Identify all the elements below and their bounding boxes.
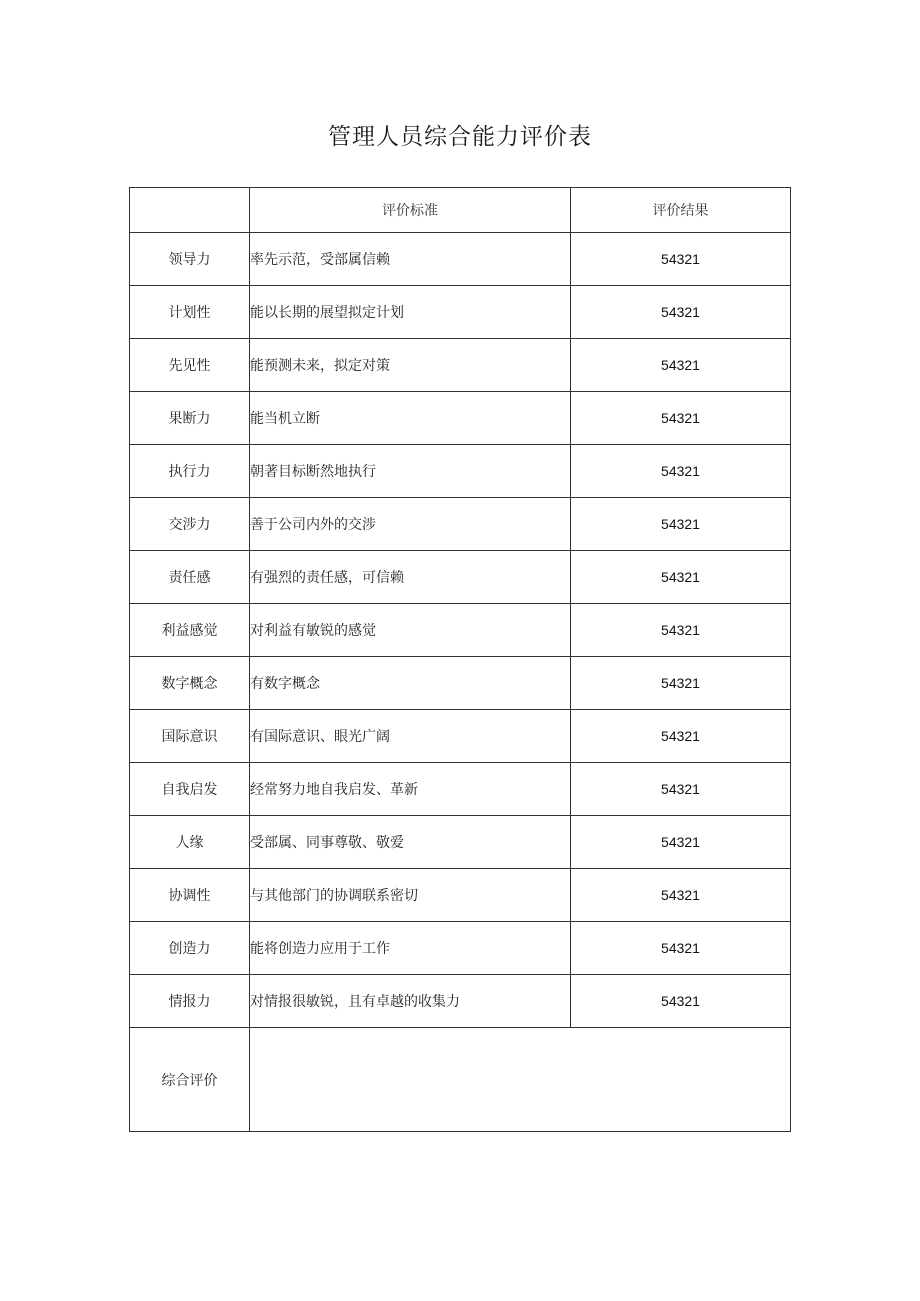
result-cell[interactable]: 54321 xyxy=(571,233,791,286)
item-name-cell: 领导力 xyxy=(130,233,250,286)
header-result: 评价结果 xyxy=(571,188,791,233)
table-row xyxy=(130,392,791,445)
table-row xyxy=(130,286,791,339)
criteria-cell: 能预测未来，拟定对策 xyxy=(250,339,571,392)
criteria-cell: 能将创造力应用于工作 xyxy=(250,922,571,975)
result-cell[interactable]: 54321 xyxy=(571,551,791,604)
summary-label: 综合评价 xyxy=(130,1028,250,1132)
table-body xyxy=(130,188,791,1132)
criteria-cell: 率先示范，受部属信赖 xyxy=(250,233,571,286)
result-cell[interactable]: 54321 xyxy=(571,286,791,339)
criteria-cell: 有强烈的责任感，可信赖 xyxy=(250,551,571,604)
table-row xyxy=(130,551,791,604)
item-name-cell: 责任感 xyxy=(130,551,250,604)
result-cell[interactable]: 54321 xyxy=(571,657,791,710)
table-row xyxy=(130,233,791,286)
table-row xyxy=(130,498,791,551)
item-name-cell: 创造力 xyxy=(130,922,250,975)
criteria-cell: 有数字概念 xyxy=(250,657,571,710)
result-cell[interactable]: 54321 xyxy=(571,869,791,922)
criteria-cell: 能以长期的展望拟定计划 xyxy=(250,286,571,339)
result-cell[interactable]: 54321 xyxy=(571,816,791,869)
result-cell[interactable]: 54321 xyxy=(571,710,791,763)
criteria-cell: 有国际意识、眼光广阔 xyxy=(250,710,571,763)
item-name-cell: 利益感觉 xyxy=(130,604,250,657)
result-cell[interactable]: 54321 xyxy=(571,763,791,816)
item-name-cell: 执行力 xyxy=(130,445,250,498)
item-name-cell: 国际意识 xyxy=(130,710,250,763)
result-cell[interactable]: 54321 xyxy=(571,498,791,551)
table-row xyxy=(130,604,791,657)
item-name-cell: 数字概念 xyxy=(130,657,250,710)
criteria-cell: 能当机立断 xyxy=(250,392,571,445)
summary-input-area[interactable] xyxy=(250,1028,791,1132)
result-cell[interactable]: 54321 xyxy=(571,922,791,975)
table-row xyxy=(130,657,791,710)
page-title: 管理人员综合能力评价表 xyxy=(328,124,592,150)
item-name-cell: 情报力 xyxy=(130,975,250,1028)
table-row xyxy=(130,816,791,869)
item-name-cell: 人缘 xyxy=(130,816,250,869)
result-cell[interactable]: 54321 xyxy=(571,445,791,498)
result-cell[interactable]: 54321 xyxy=(571,339,791,392)
criteria-cell: 与其他部门的协调联系密切 xyxy=(250,869,571,922)
item-name-cell: 协调性 xyxy=(130,869,250,922)
item-name-cell: 交涉力 xyxy=(130,498,250,551)
table-header-row xyxy=(130,188,791,233)
criteria-cell: 受部属、同事尊敬、敬爱 xyxy=(250,816,571,869)
result-cell[interactable]: 54321 xyxy=(571,604,791,657)
header-item xyxy=(130,188,250,233)
criteria-cell: 经常努力地自我启发、革新 xyxy=(250,763,571,816)
table-row xyxy=(130,922,791,975)
item-name-cell: 先见性 xyxy=(130,339,250,392)
summary-row xyxy=(130,1028,791,1132)
result-cell[interactable]: 54321 xyxy=(571,975,791,1028)
table-row xyxy=(130,339,791,392)
table-row xyxy=(130,975,791,1028)
item-name-cell: 自我启发 xyxy=(130,763,250,816)
item-name-cell: 果断力 xyxy=(130,392,250,445)
criteria-cell: 对利益有敏锐的感觉 xyxy=(250,604,571,657)
table-row xyxy=(130,445,791,498)
criteria-cell: 善于公司内外的交涉 xyxy=(250,498,571,551)
table-row xyxy=(130,869,791,922)
header-criteria: 评价标准 xyxy=(250,188,571,233)
item-name-cell: 计划性 xyxy=(130,286,250,339)
criteria-cell: 对情报很敏锐，且有卓越的收集力 xyxy=(250,975,571,1028)
table-row xyxy=(130,763,791,816)
table-row xyxy=(130,710,791,763)
evaluation-table xyxy=(129,187,791,1132)
criteria-cell: 朝著目标断然地执行 xyxy=(250,445,571,498)
result-cell[interactable]: 54321 xyxy=(571,392,791,445)
